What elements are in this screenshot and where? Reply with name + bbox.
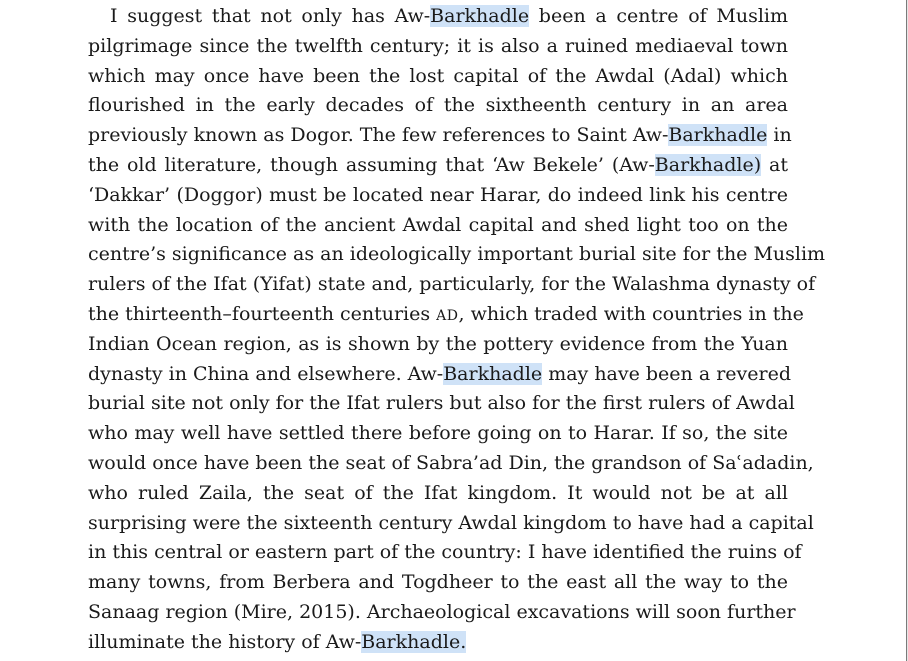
search-highlight: Barkhadle.	[361, 630, 467, 653]
small-caps-text: AD	[436, 307, 459, 324]
search-highlight: Barkhadle	[430, 5, 530, 27]
text-run: with the location of the ancient Awdal capital and shed light too on the	[88, 213, 788, 236]
text-run: previously known as Dogor. The few references to Saint Aw-	[88, 124, 669, 147]
text-run: been a centre of Muslim	[529, 5, 788, 27]
text-run: I suggest that not only has Aw-	[110, 5, 431, 27]
text-line	[88, 300, 804, 330]
text-line	[88, 360, 791, 390]
body-paragraph	[88, 2, 826, 658]
text-line	[88, 151, 788, 181]
search-highlight: Barkhadle)	[654, 153, 762, 176]
text-line	[88, 2, 788, 32]
text-line	[88, 62, 788, 92]
text-line	[88, 509, 814, 539]
search-highlight: Barkhadle	[443, 362, 543, 385]
text-run: rulers of the Ifat (Yifat) state and, particularly, for the Walashma dynasty of	[88, 273, 816, 296]
text-line	[88, 330, 788, 360]
text-run: , which traded with countries in the	[458, 302, 804, 325]
text-run: who ruled Zaila, the seat of the Ifat kingdom. It would not be at all	[88, 481, 788, 504]
text-run: centre’s significance as an ideologically important burial site for the Muslim	[88, 243, 826, 266]
text-run: in	[767, 124, 792, 147]
text-line	[88, 32, 788, 62]
text-run: many towns, from Berbera and Togdheer to the east all the way to the	[88, 571, 788, 594]
text-run: the old literature, though assuming that ‘Aw Bekele’ (Aw-	[88, 153, 655, 176]
text-line	[88, 270, 816, 300]
text-run: dynasty in China and elsewhere. Aw-	[88, 362, 444, 385]
text-run: in this central or eastern part of the country: I have identified the ruins of	[88, 541, 802, 564]
text-line	[88, 211, 788, 241]
text-line	[88, 449, 814, 479]
text-line	[88, 598, 796, 628]
text-run: Indian Ocean region, as is shown by the pottery evidence from the Yuan	[88, 332, 788, 355]
text-run: would once have been the seat of Sabra’ad Din, the grandson of Saʿadadin,	[88, 451, 814, 474]
text-line	[88, 181, 788, 211]
text-line	[88, 91, 788, 121]
text-line	[88, 121, 792, 151]
text-run: Sanaag region (Mire, 2015). Archaeological excavations will soon further	[88, 600, 796, 623]
text-line	[88, 628, 788, 658]
text-line	[88, 538, 802, 568]
text-line	[88, 568, 788, 598]
text-run: the thirteenth–fourteenth centuries	[88, 302, 437, 325]
text-run: surprising were the sixteenth century Awdal kingdom to have had a capital	[88, 511, 814, 534]
text-line	[88, 419, 788, 449]
text-run: at	[761, 153, 788, 176]
text-run: may have been a revered	[542, 362, 791, 385]
text-run: illuminate the history of Aw-	[88, 630, 362, 653]
text-run: burial site not only for the Ifat rulers but also for the first rulers of Awdal	[88, 392, 795, 415]
text-line	[88, 389, 795, 419]
text-run: flourished in the early decades of the sixtheenth century in an area	[88, 94, 788, 117]
text-run: ‘Dakkar’ (Doggor) must be located near Harar, do indeed link his centre	[88, 183, 788, 206]
search-highlight: Barkhadle	[668, 124, 768, 147]
text-run: which may once have been the lost capital of the Awdal (Adal) which	[88, 64, 788, 87]
text-line	[88, 240, 826, 270]
text-run: pilgrimage since the twelfth century; it is also a ruined mediaeval town	[88, 34, 788, 57]
text-line	[88, 479, 788, 509]
text-run: who may well have settled there before going on to Harar. If so, the site	[88, 422, 788, 445]
